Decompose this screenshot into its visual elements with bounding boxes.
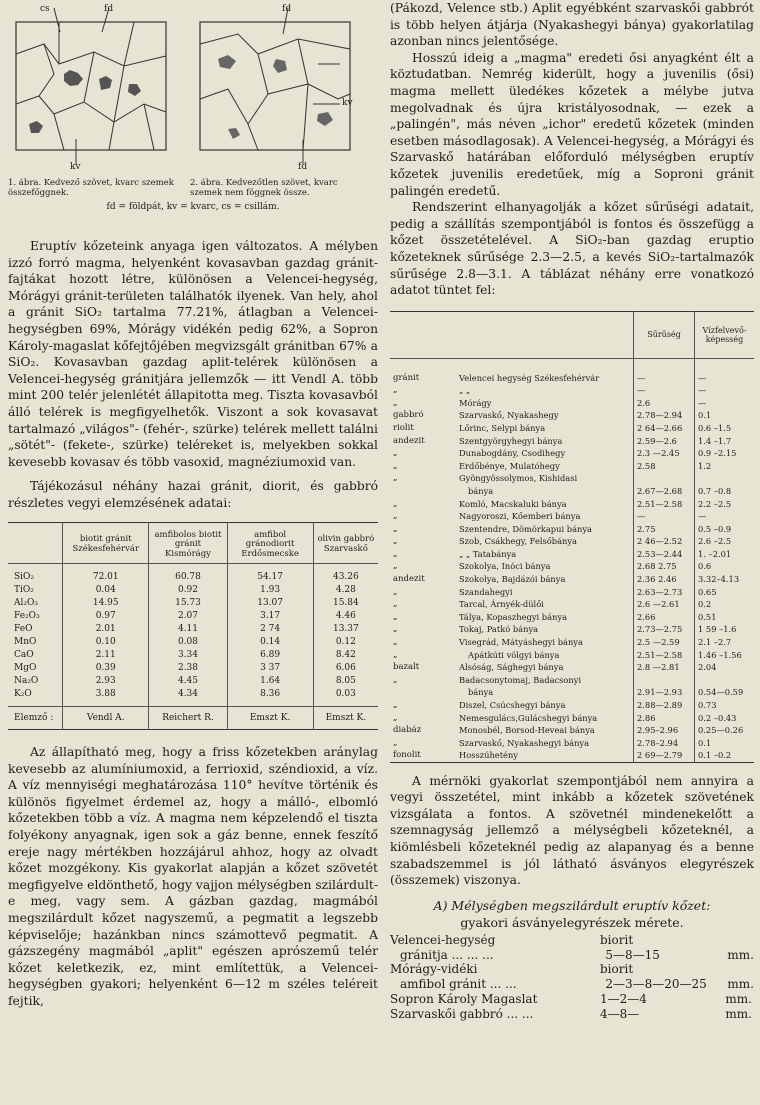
location-cell: Szarvaskő, Nyakashegyi bánya bbox=[459, 737, 590, 748]
figure-block bbox=[8, 0, 378, 238]
density-cell: 2.8 —2.81 bbox=[634, 661, 695, 674]
oxide-cell: TiO₂ bbox=[14, 584, 34, 595]
rock-type-cell: andezit bbox=[393, 435, 425, 446]
table-row bbox=[390, 434, 754, 447]
figure-1 bbox=[14, 4, 172, 174]
table-row bbox=[390, 711, 754, 724]
rock-type-cell: diabáz bbox=[393, 725, 422, 736]
table-row bbox=[390, 636, 754, 649]
paragraph-eruptive-rocks: Eruptív kőzeteink anyaga igen változatos. A mélyben izzó forró magma, helyenként kovasavban gazdag gránit-fajtákat hozott létre, különösen a Velencei-hegység, Mórágyi gránit-területen találhatók ilyenek. Van hely, ahol a gránit SiO₂ tartalma 77.21%, átlagban a Velencei-hegységben 69%, Mórágy vidékén pedig 62%, a Sopron Károly-magaslat kőfejtőjében megvizsgált gránitban 67% a SiO₂. Kovasavban gazdag aplit-telérek különösen a Velencei-hegység gránitjára jellemzők — itt Vendl A. több mint 200 telér jelenlétét állapitotta meg. Tiszta kovasavból álló telérek is megfigyelhetők. Viszont a sok kovasavat tartalmazó „világos"- (fehér-, szürke) telérek mellett találni „sötét"- (fekete-, szürke) teléreket is, melyekben sokkal kevesebb kovasav és több vasoxid, magnéziumoxid van. bbox=[8, 239, 378, 469]
value-cell: 2.11 bbox=[63, 648, 149, 661]
table-header-empty bbox=[390, 311, 456, 358]
location-cell: Visegrád, Mátyáshegyi bánya bbox=[459, 637, 583, 648]
grain-size-value: 4—8— bbox=[600, 1006, 640, 1021]
rock-type-cell: „ bbox=[393, 548, 398, 559]
paragraph-density: Rendszerint elhanyagolják a kőzet sűrűségi adatait, pedig a szállítás szempontjából is fontos és összefügg a kőzet összetételével. A SiO₂-ban gazdag eruptio kőzeteknek sűrűsége 2.3—2.5, a kevés SiO₂-tartalmazók sűrűsége 2.8—3.1. A táblázat néhány erre vonatkozó adatot tüntet fel: bbox=[390, 200, 754, 298]
grain-size-location: Sopron Károly Magaslat bbox=[390, 992, 538, 1007]
oxide-cell: MgO bbox=[14, 662, 37, 673]
grain-size-unit bbox=[712, 933, 752, 948]
oxide-cell: MnO bbox=[14, 636, 37, 647]
water-absorption-cell: 3.32–4.13 bbox=[695, 573, 755, 586]
value-cell: 0.12 bbox=[313, 635, 378, 648]
density-cell: — bbox=[634, 371, 695, 384]
figure-1-label-fd: fd bbox=[104, 4, 114, 14]
density-cell: 2.6 —2.61 bbox=[634, 598, 695, 611]
value-cell: 2.07 bbox=[149, 609, 227, 622]
location-cell: Nagyoroszi, Kőemberi bánya bbox=[459, 511, 581, 522]
value-cell: 4.46 bbox=[313, 609, 378, 622]
analyst-label: Elemző : bbox=[8, 707, 63, 730]
density-cell: 2.95–2.96 bbox=[634, 724, 695, 737]
water-absorption-cell: 2.6 –2.5 bbox=[695, 535, 755, 548]
table-row bbox=[8, 596, 378, 609]
water-absorption-cell: 0.6 bbox=[695, 560, 755, 573]
density-cell: — bbox=[634, 384, 695, 397]
table-row bbox=[390, 485, 754, 498]
table-row bbox=[390, 548, 754, 561]
grain-size-value: biorit bbox=[600, 932, 634, 947]
figure-2 bbox=[198, 4, 356, 174]
location-cell: Tálya, Kopaszhegyi bánya bbox=[459, 611, 568, 622]
grain-size-unit: mm. bbox=[725, 1006, 752, 1021]
value-cell: 3.34 bbox=[149, 648, 227, 661]
value-cell: 4.34 bbox=[149, 687, 227, 700]
rock-type-cell: „ bbox=[393, 712, 398, 723]
grain-size-unit bbox=[712, 962, 752, 977]
table-row bbox=[390, 648, 754, 661]
density-cell: 2 69—2.79 bbox=[634, 749, 695, 762]
location-cell: Lőrinc, Selypi bánya bbox=[459, 422, 546, 433]
value-cell: 0.04 bbox=[63, 583, 149, 596]
table-row bbox=[8, 687, 378, 700]
density-cell: — bbox=[634, 510, 695, 523]
table-row bbox=[390, 560, 754, 573]
value-cell: 4.28 bbox=[313, 583, 378, 596]
location-cell: Nemesgulács,Gulácshegyi bánya bbox=[459, 712, 598, 723]
table-header-water-absorption: Vízfelvevő-képesség bbox=[695, 311, 755, 358]
value-cell: 6.89 bbox=[227, 648, 313, 661]
paragraph-texture: A mérnöki gyakorlat szempontjából nem annyira a vegyi összetétel, mint inkább a kőzetek szövetének vizsgálata a fontos. A szövetnél mindenekelőtt a szemnagyság jellemző a mélységbeli kőzeteknél, a kiömlésbeli kőzeteknél pedig az alapanyag és a benne szabadszemmel is jól látható ásványos elegyrészek (összemek) viszonya. bbox=[390, 773, 754, 888]
table-header: olivin gabbró Szarvaskő bbox=[313, 522, 378, 564]
rock-type-cell: „ bbox=[393, 586, 398, 597]
density-cell: 2.58 bbox=[634, 459, 695, 472]
water-absorption-cell: 1.4 –1.7 bbox=[695, 434, 755, 447]
figure-1-label-cs: cs bbox=[40, 4, 50, 14]
water-absorption-cell: 0.6 –1.5 bbox=[695, 422, 755, 435]
oxide-cell: FeO bbox=[14, 623, 33, 634]
figure-1-caption: 1. ábra. Kedvező szövet, kvarc szemek összefőggnek. bbox=[8, 178, 174, 198]
table-header: biotit gránit Székesfehérvár bbox=[63, 522, 149, 564]
table-row bbox=[390, 422, 754, 435]
location-cell: bánya bbox=[468, 687, 494, 698]
oxide-cell: K₂O bbox=[14, 688, 32, 699]
rock-type-cell: „ bbox=[393, 599, 398, 610]
table-row bbox=[390, 472, 754, 485]
water-absorption-cell: 0.2 –0.43 bbox=[695, 711, 755, 724]
figure-2-drawing bbox=[198, 4, 356, 174]
value-cell: 43.26 bbox=[313, 570, 378, 583]
figure-2-label-fd-bottom: fd bbox=[298, 162, 308, 172]
water-absorption-cell: 0.9 –2.15 bbox=[695, 447, 755, 460]
table-row bbox=[390, 661, 754, 674]
water-absorption-cell: — bbox=[695, 384, 755, 397]
rock-type-cell: „ bbox=[393, 498, 398, 509]
table-row bbox=[390, 699, 754, 712]
value-cell: 0.39 bbox=[63, 661, 149, 674]
density-table-body bbox=[390, 358, 754, 762]
location-cell: Szandahegyi bbox=[459, 586, 513, 597]
figure-2-label-fd-top: fd bbox=[282, 4, 292, 14]
location-cell: Tokaj, Patkó bánya bbox=[459, 624, 539, 635]
density-cell: 2.91—2.93 bbox=[634, 686, 695, 699]
table-row bbox=[390, 749, 754, 762]
density-cell: 2.6 bbox=[634, 396, 695, 409]
grain-size-unit: mm. bbox=[727, 947, 754, 962]
chemical-analysis-body bbox=[8, 564, 378, 730]
value-cell: 2.01 bbox=[63, 622, 149, 635]
table-row bbox=[390, 535, 754, 548]
water-absorption-cell: 0.7 –0.8 bbox=[695, 485, 755, 498]
table-footer-row bbox=[8, 707, 378, 730]
analyst-cell: Emszt K. bbox=[313, 707, 378, 730]
grain-size-unit: mm. bbox=[727, 977, 754, 992]
value-cell: 1.93 bbox=[227, 583, 313, 596]
water-absorption-cell: 1. –2.01 bbox=[695, 548, 755, 561]
figure-legend: fd = földpát, kv = kvarc, cs = csillám. bbox=[106, 202, 280, 212]
value-cell: 8.42 bbox=[313, 648, 378, 661]
rock-type-cell: „ bbox=[393, 611, 398, 622]
value-cell: 2.93 bbox=[63, 674, 149, 687]
table-row bbox=[390, 585, 754, 598]
water-absorption-cell: — bbox=[695, 371, 755, 384]
table-row bbox=[390, 447, 754, 460]
oxide-cell: CaO bbox=[14, 649, 34, 660]
density-cell: 2.86 bbox=[634, 711, 695, 724]
table-row bbox=[390, 686, 754, 699]
analyst-cell: Reichert R. bbox=[149, 707, 227, 730]
density-cell: 2.78–2.94 bbox=[634, 737, 695, 750]
figure-1-label-kv: kv bbox=[70, 162, 81, 172]
rock-type-cell: „ bbox=[393, 624, 398, 635]
oxide-cell: SiO₂ bbox=[14, 571, 35, 582]
rock-type-cell: „ bbox=[393, 511, 398, 522]
value-cell: 54.17 bbox=[227, 570, 313, 583]
section-heading-text: A) Mélységben megszilárdult eruptív kőzet: bbox=[433, 897, 711, 913]
water-absorption-cell: 2.1 –2.7 bbox=[695, 636, 755, 649]
value-cell: 72.01 bbox=[63, 570, 149, 583]
grain-size-value: 2—3—8—20—25 bbox=[605, 977, 707, 992]
rock-type-cell: „ bbox=[393, 473, 398, 484]
rock-type-cell: „ bbox=[393, 536, 398, 547]
rock-type-cell: „ bbox=[393, 700, 398, 711]
chemical-analysis-table bbox=[8, 522, 378, 731]
density-cell: 2.53—2.44 bbox=[634, 548, 695, 561]
value-cell: 13.37 bbox=[313, 622, 378, 635]
figure-2-label-kv: kv bbox=[342, 98, 353, 108]
value-cell: 2.38 bbox=[149, 661, 227, 674]
rock-type-cell: „ bbox=[393, 637, 398, 648]
rock-type-cell: „ bbox=[393, 674, 398, 685]
value-cell: 3 37 bbox=[227, 661, 313, 674]
rock-type-cell: „ bbox=[393, 737, 398, 748]
value-cell: 14.95 bbox=[63, 596, 149, 609]
table-row bbox=[390, 371, 754, 384]
value-cell: 0.97 bbox=[63, 609, 149, 622]
oxide-cell: Fe₂O₃ bbox=[14, 610, 40, 621]
table-row bbox=[390, 611, 754, 624]
water-absorption-cell: — bbox=[695, 510, 755, 523]
grain-size-row bbox=[390, 1007, 754, 1022]
water-absorption-cell: — bbox=[695, 396, 755, 409]
rock-type-cell: „ bbox=[393, 523, 398, 534]
value-cell: 15.84 bbox=[313, 596, 378, 609]
density-table bbox=[390, 311, 754, 763]
density-cell: 2.67—2.68 bbox=[634, 485, 695, 498]
table-row bbox=[390, 497, 754, 510]
water-absorption-cell bbox=[695, 472, 755, 485]
value-cell: 4.11 bbox=[149, 622, 227, 635]
grain-size-list bbox=[390, 933, 754, 1022]
table-row bbox=[390, 409, 754, 422]
rock-type-cell: andezit bbox=[393, 574, 425, 585]
table-row bbox=[390, 674, 754, 687]
table-row bbox=[390, 510, 754, 523]
density-cell bbox=[634, 674, 695, 687]
rock-type-cell: „ bbox=[393, 448, 398, 459]
value-cell: 2 74 bbox=[227, 622, 313, 635]
paragraph-magma: Hosszú ideig a „magma" eredeti ősi anyagként élt a köztudatban. Nemrég kiderült, hogy a juvenilis (ősi) magma mellett üledékes kőzetek a mélybe jutva megolvadnak és újra kristályosodnak, — ezek a „palingén", más néven „ichor" eredetű kőzetek (minden esetben másodlagosak). A Velencei-hegység, a Mórágyi és Szarvaskő határában előforduló mélységben eruptív kőzetek juvenilis eredetűek, míg a Soproni gránit palingén eredetű. bbox=[390, 50, 754, 198]
value-cell: 1.64 bbox=[227, 674, 313, 687]
table-row bbox=[8, 622, 378, 635]
density-cell: 2 46—2.52 bbox=[634, 535, 695, 548]
table-row bbox=[390, 623, 754, 636]
location-cell: Apátkúti völgyi bánya bbox=[468, 649, 560, 660]
rock-type-cell: „ bbox=[393, 561, 398, 572]
grain-size-value: biorit bbox=[600, 962, 634, 977]
water-absorption-cell: 0.5 –0.9 bbox=[695, 522, 755, 535]
water-absorption-cell: 0.25—0.26 bbox=[695, 724, 755, 737]
density-cell: 2.5 —2.59 bbox=[634, 636, 695, 649]
location-cell: Monosbél, Borsod-Heveai bánya bbox=[459, 725, 595, 736]
table-row bbox=[390, 384, 754, 397]
rock-type-cell: gránit bbox=[393, 372, 420, 383]
table-row bbox=[8, 609, 378, 622]
section-subheading: gyakori ásványelegyrészek mérete. bbox=[460, 914, 684, 930]
density-cell: 2 64—2.66 bbox=[634, 422, 695, 435]
density-cell: 2.3 —2.45 bbox=[634, 447, 695, 460]
location-cell: Erdőbénye, Mulatóhegy bbox=[459, 460, 560, 471]
grain-size-row bbox=[390, 977, 754, 992]
rock-type-cell: gabbró bbox=[393, 410, 424, 421]
rock-type-cell bbox=[390, 686, 456, 699]
location-cell: Komló, Macskaluki bánya bbox=[459, 498, 567, 509]
oxide-cell: Na₂O bbox=[14, 675, 39, 686]
table-row bbox=[390, 737, 754, 750]
value-cell: 0.03 bbox=[313, 687, 378, 700]
water-absorption-cell: 0.1 bbox=[695, 737, 755, 750]
density-cell: 2.73—2.75 bbox=[634, 623, 695, 636]
table-row bbox=[8, 583, 378, 596]
table-header-row bbox=[390, 311, 754, 358]
value-cell: 4.45 bbox=[149, 674, 227, 687]
rock-type-cell: bazalt bbox=[393, 662, 420, 673]
location-cell: bánya bbox=[468, 485, 494, 496]
value-cell: 0.08 bbox=[149, 635, 227, 648]
value-cell: 8.36 bbox=[227, 687, 313, 700]
table-header-row bbox=[8, 522, 378, 564]
water-absorption-cell: 1.2 bbox=[695, 459, 755, 472]
water-absorption-cell: 0.54—0.59 bbox=[695, 686, 755, 699]
location-cell: „ „ bbox=[459, 385, 471, 396]
rock-type-cell: „ bbox=[393, 385, 398, 396]
water-absorption-cell: 0.1 –0.2 bbox=[695, 749, 755, 762]
density-cell: 2.66 bbox=[634, 611, 695, 624]
rock-type-cell: „ bbox=[393, 397, 398, 408]
figure-2-caption: 2. ábra. Kedvezőtlen szövet, kvarc szemek nem föggnek össze. bbox=[190, 178, 338, 198]
location-cell: Velencei hegység Székesfehérvár bbox=[459, 372, 600, 383]
location-cell: Alsóság, Sághegyi bánya bbox=[459, 662, 564, 673]
location-cell: Dunabogdány, Csodihegy bbox=[459, 448, 566, 459]
grain-size-location: Velencei-hegység bbox=[390, 932, 496, 947]
location-cell: Szob, Csákhegy, Felsőbánya bbox=[459, 536, 577, 547]
density-cell: 2.51—2.58 bbox=[634, 497, 695, 510]
table-row bbox=[390, 459, 754, 472]
density-cell: 2.78—2.94 bbox=[634, 409, 695, 422]
table-header: amfibolos biotit gránit Kismórágy bbox=[149, 522, 227, 564]
grain-size-location: amfibol gránit ... ... bbox=[400, 977, 517, 992]
water-absorption-cell: 1 59 –1.6 bbox=[695, 623, 755, 636]
rock-type-cell: „ bbox=[393, 649, 398, 660]
density-cell: 2.68 2.75 bbox=[634, 560, 695, 573]
table-header-empty bbox=[456, 311, 634, 358]
location-cell: Szarvaskő, Nyakashegy bbox=[459, 410, 559, 421]
density-cell: 2.88—2.89 bbox=[634, 699, 695, 712]
grain-size-location: Szarvaskői gabbró ... ... bbox=[390, 1006, 534, 1021]
value-cell: 60.78 bbox=[149, 570, 227, 583]
location-cell: Gyöngyössolymos, Kishidasi bbox=[459, 473, 578, 484]
table-row bbox=[8, 648, 378, 661]
table-row bbox=[390, 396, 754, 409]
left-column bbox=[8, 0, 378, 1010]
grain-size-row bbox=[390, 962, 754, 977]
location-cell: Hosszúhetény bbox=[459, 750, 518, 761]
water-absorption-cell: 0.65 bbox=[695, 585, 755, 598]
table-header-density: Sűrűség bbox=[634, 311, 695, 358]
water-absorption-cell: 2.04 bbox=[695, 661, 755, 674]
table-row bbox=[390, 724, 754, 737]
table-row bbox=[390, 522, 754, 535]
density-cell: 2.51—2.58 bbox=[634, 648, 695, 661]
location-cell: „ „ Tatabánya bbox=[459, 548, 517, 559]
analyst-cell: Vendl A. bbox=[63, 707, 149, 730]
rock-type-cell: fonolit bbox=[393, 750, 421, 761]
water-absorption-cell: 1.46 –1.56 bbox=[695, 648, 755, 661]
value-cell: 3.88 bbox=[63, 687, 149, 700]
density-cell: 2.63—2.73 bbox=[634, 585, 695, 598]
table-header-empty bbox=[8, 522, 63, 564]
value-cell: 13.07 bbox=[227, 596, 313, 609]
value-cell: 15.73 bbox=[149, 596, 227, 609]
density-cell: 2.59—2.6 bbox=[634, 434, 695, 447]
table-row bbox=[8, 674, 378, 687]
paragraph-aplite: (Pákozd, Velence stb.) Aplit egyébként szarvaskői gabbrót is több helyen átjárja (Nyakashegyi bánya) gyakorlatilag azonban nincs jelentősége. bbox=[390, 1, 754, 49]
water-absorption-cell: 2.2 –2.5 bbox=[695, 497, 755, 510]
density-cell: 2.36 2.46 bbox=[634, 573, 695, 586]
location-cell: Mórágy bbox=[459, 397, 492, 408]
water-absorption-cell: 0.1 bbox=[695, 409, 755, 422]
location-cell: Diszel, Csúcshegyi bánya bbox=[459, 700, 566, 711]
rock-type-cell: „ bbox=[393, 460, 398, 471]
water-absorption-cell: 0.2 bbox=[695, 598, 755, 611]
value-cell: 8.05 bbox=[313, 674, 378, 687]
location-cell: Szokolya, Bajdázói bánya bbox=[459, 574, 566, 585]
figure-1-drawing bbox=[14, 4, 172, 174]
rock-type-cell: riolit bbox=[393, 422, 414, 433]
grain-size-location: gránitja ... ... ... bbox=[400, 947, 494, 962]
water-absorption-cell: 0.51 bbox=[695, 611, 755, 624]
grain-size-row bbox=[390, 948, 754, 963]
table-row bbox=[390, 573, 754, 586]
location-cell: Szentendre, Dömörkapui bánya bbox=[459, 523, 592, 534]
grain-size-row bbox=[390, 933, 754, 948]
water-absorption-cell bbox=[695, 674, 755, 687]
grain-size-value: 5—8—15 bbox=[605, 947, 660, 962]
paragraph-analysis-intro: Tájékozásul néhány hazai gránit, diorit, és gabbró részletes vegyi elemzésének adatai: bbox=[8, 479, 378, 510]
table-header: amfibol gránodiorit Erdősmecske bbox=[227, 522, 313, 564]
right-column bbox=[390, 0, 754, 1022]
value-cell: 0.14 bbox=[227, 635, 313, 648]
value-cell: 0.92 bbox=[149, 583, 227, 596]
paragraph-fresh-rocks: Az állapítható meg, hogy a friss kőzetekben aránylag kevesebb az alumíniumoxid, a ferrioxid, széndioxid, a víz. A víz mennyiségi meghatározása 110° hevítve történik és különös figyelmet érdemel az, hogy a málló-, elbomló kőzetekben több a víz. A magma nem képzelendő el tiszta folyékony anyagnak, igen sok a gáz benne, ennek feszítő ereje nagy mértékben hozzájárul ahhoz, hogy az olvadt kőzet mozgékony. Kis gyakorlat alapján a kőzet szövetét megfigyelve eldönthető, hogy vajjon mélységben szilárdult-e meg, vagy sem. A gázban gazdag, magmából megszilárdult kőzet nagyszemű, a pegmatit a legszebb képviselője; hazánkban nincs számottevő pegmatit. A gázszegény magmából „aplit" egészen aprószemű telér kőzet keletkezik, ez, mint említettük, a Velencei-hegységben gyakori; helyenként 6—12 m széles teléreit fejtik, bbox=[8, 745, 379, 1008]
water-absorption-cell: 0.73 bbox=[695, 699, 755, 712]
location-cell: Szokolya, Inóci bánya bbox=[459, 561, 551, 572]
grain-size-location: Mórágy-vidéki bbox=[390, 962, 478, 977]
grain-size-row bbox=[390, 992, 754, 1007]
density-cell: 2.75 bbox=[634, 522, 695, 535]
analyst-cell: Emszt K. bbox=[227, 707, 313, 730]
table-row bbox=[8, 661, 378, 674]
table-row bbox=[8, 570, 378, 583]
rock-type-cell bbox=[390, 485, 456, 498]
value-cell: 0.10 bbox=[63, 635, 149, 648]
location-cell: Szentgyörgyhegyi bánya bbox=[459, 435, 563, 446]
table-row bbox=[8, 635, 378, 648]
location-cell: Badacsonytomaj, Badacsonyi bbox=[459, 674, 582, 685]
density-cell bbox=[634, 472, 695, 485]
value-cell: 6.06 bbox=[313, 661, 378, 674]
table-row bbox=[390, 598, 754, 611]
grain-size-unit: mm. bbox=[725, 992, 752, 1007]
location-cell: Tarcal, Árnyék-dülői bbox=[459, 599, 544, 610]
oxide-cell: Al₂O₃ bbox=[14, 597, 38, 608]
section-heading bbox=[390, 897, 754, 931]
value-cell: 3.17 bbox=[227, 609, 313, 622]
grain-size-value: 1—2—4 bbox=[600, 992, 647, 1007]
